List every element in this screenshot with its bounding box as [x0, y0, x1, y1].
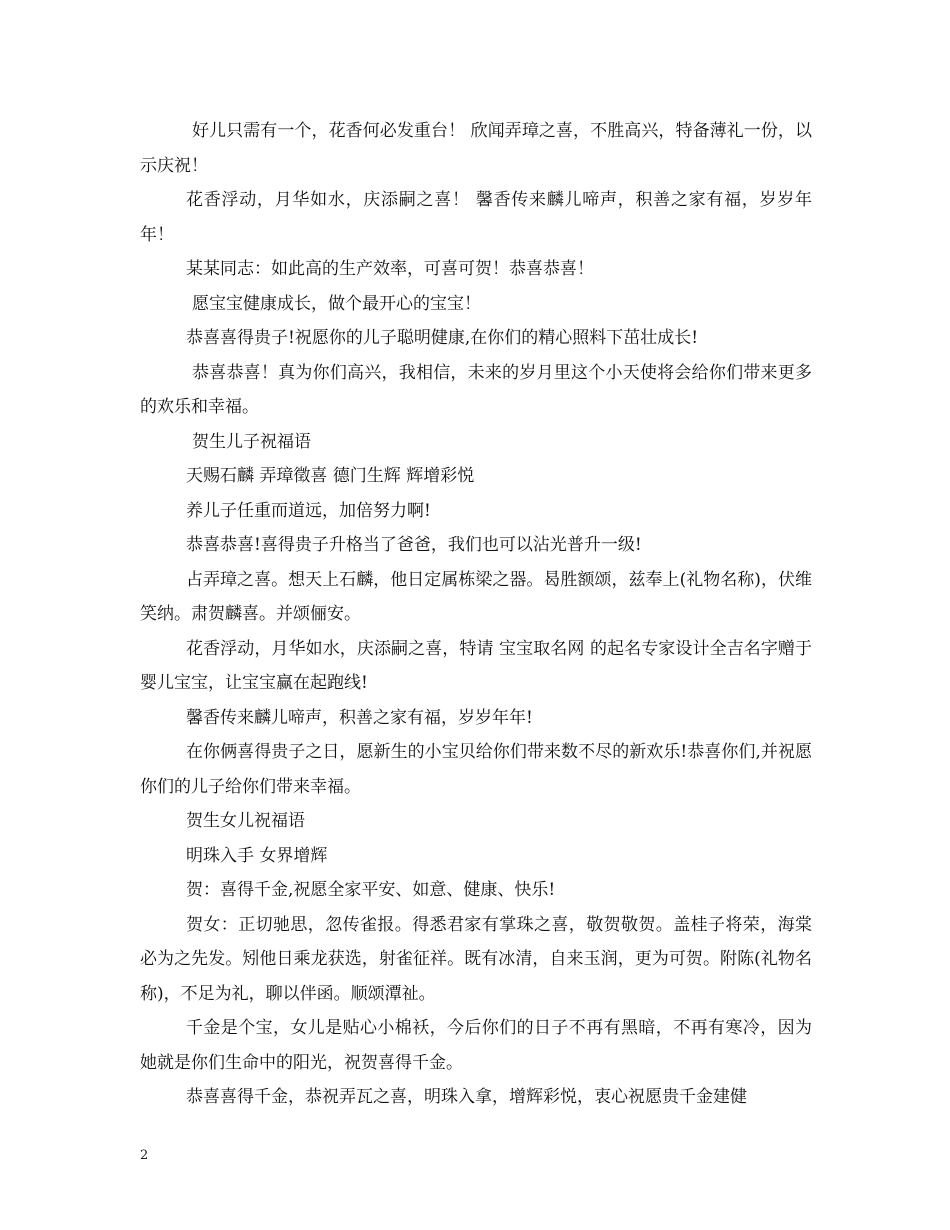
paragraph: 花香浮动，月华如水，庆添嗣之喜，特请 宝宝取名网 的起名专家设计全吉名字赠于婴儿宝宝，让宝宝赢在起跑线!: [140, 638, 812, 693]
paragraph: 某某同志：如此高的生产效率，可喜可贺！恭喜恭喜！: [186, 259, 594, 279]
body-text: [140, 114, 812, 1115]
paragraph: 恭喜喜得千金，恭祝弄瓦之喜，明珠入拿，增辉彩悦，衷心祝愿贵千金建健: [186, 1087, 747, 1107]
paragraph: 恭喜恭喜！真为你们高兴，我相信，未来的岁月里这个小天使将会给你们带来更多的欢乐和幸福。: [140, 362, 812, 417]
section-heading-son: 贺生儿子祝福语: [192, 431, 311, 452]
paragraph: 馨香传来麟儿啼声，积善之家有福，岁岁年年!: [186, 707, 533, 728]
paragraph: 花香浮动，月华如水，庆添嗣之喜！ 馨香传来麟儿啼声，积善之家有福，岁岁年年！: [140, 190, 812, 245]
paragraph: 贺：喜得千金,祝愿全家平安、如意、健康、快乐!: [186, 880, 556, 900]
paragraph: 恭喜喜得贵子!祝愿你的儿子聪明健康,在你们的精心照料下茁壮成长!: [186, 328, 699, 348]
paragraph: 贺女：正切驰思，忽传雀报。得悉君家有掌珠之喜，敬贺敬贺。盖桂子将荣，海棠必为之先发。矧他日乘龙获选，射雀征祥。既有冰清，自来玉润，更为可贺。附陈(礼物名称)，不足为礼，聊以伴函。顺颂潭祉。: [140, 914, 812, 1004]
paragraph: 明珠入手 女界增辉: [186, 845, 328, 866]
page-number: 2: [140, 1148, 149, 1163]
paragraph: 养儿子任重而道远，加倍努力啊!: [186, 500, 431, 521]
paragraph: 好儿只需有一个，花香何必发重台！ 欣闻弄璋之喜，不胜高兴，特备薄礼一份，以示庆祝！: [140, 121, 812, 176]
paragraph: 在你俩喜得贵子之日，愿新生的小宝贝给你们带来数不尽的新欢乐!恭喜你们,并祝愿你们的儿子给你们带来幸福。: [140, 742, 812, 797]
paragraph: 恭喜恭喜!喜得贵子升格当了爸爸，我们也可以沾光普升一级!: [186, 535, 642, 555]
paragraph: 天赐石麟 弄璋徵喜 德门生辉 辉增彩悦: [186, 466, 475, 486]
paragraph: 占弄璋之喜。想天上石麟，他日定属栋梁之器。曷胜额颂，兹奉上(礼物名称)，伏维笑纳。肃贺麟喜。并颂俪安。: [140, 569, 812, 624]
section-heading-daughter: 贺生女儿祝福语: [186, 811, 305, 831]
paragraph: 愿宝宝健康成长，做个最开心的宝宝！: [192, 293, 481, 314]
paragraph: 千金是个宝，女儿是贴心小棉袄，今后你们的日子不再有黑暗，不再有寒冷，因为她就是你们生命中的阳光，祝贺喜得千金。: [140, 1018, 812, 1073]
